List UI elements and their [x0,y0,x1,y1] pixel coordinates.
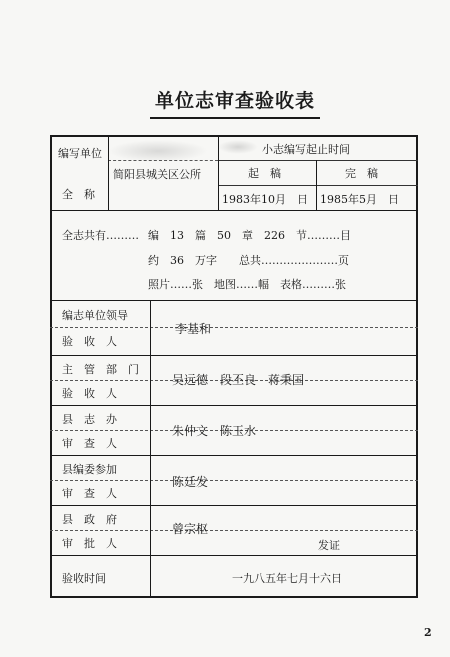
summary-line1: 编 13 篇 50 章 226 节………目 [148,229,351,242]
col-dates-divider [316,160,317,210]
start-label: 起 稿 [248,167,281,180]
row2-signers: 吴远德 段丕良 蒋秉国 [172,373,305,387]
rule-row3-bottom [50,455,418,456]
page-number: 2 [424,626,432,639]
row1-signer: 李基和 [175,322,212,336]
start-date: 1983年10月 日 [222,193,308,206]
row1-label1: 编志单位领导 [62,309,128,322]
acceptance-date: 一九八五年七月十六日 [232,572,342,585]
row2-label2: 验 收 人 [62,387,117,400]
col-label-divider [150,300,151,598]
row5-label1: 县 政 府 [62,513,117,526]
row5-midline [50,530,418,531]
col-unit-divider [108,135,109,210]
acceptance-label: 验收时间 [62,572,106,585]
row4-midline [50,480,418,481]
row3-label1: 县 志 办 [62,413,117,426]
unit-name: 简阳县城关区公所 [113,168,201,181]
row1-label2: 验 收 人 [62,335,117,348]
rule-header-bottom [50,210,418,211]
summary-line2: 约 36 万字 总共…………………页 [148,254,349,267]
rule-row5-bottom [50,555,418,556]
end-label: 完 稿 [345,167,378,180]
row1-midline [50,327,418,328]
row5-certify: 发证 [318,539,340,552]
rule-dates-under [218,185,418,186]
row2-label1: 主 管 部 门 [62,363,139,376]
stamp-smudge-small [218,140,258,154]
rule-unit-dash [108,160,218,161]
period-label: 小志编写起止时间 [262,143,350,156]
title-underline [150,117,320,119]
page-title: 单位志审查验收表 [154,90,315,112]
summary-line3: 照片……张 地图……幅 表格………张 [148,278,346,291]
rule-row1-bottom [50,355,418,356]
summary-label: 全志共有……… [62,229,139,242]
rule-period-under [218,160,418,161]
rule-row2-bottom [50,405,418,406]
row3-signers: 朱仲文 陈玉水 [172,424,257,438]
stamp-smudge [108,140,208,162]
row4-signer: 陈廷发 [172,475,209,489]
row5-signer: 曾宗枢 [172,522,209,536]
end-date: 1985年5月 日 [320,193,399,206]
row5-label2: 审 批 人 [62,537,117,550]
row4-label1: 县编委参加 [62,463,117,476]
row3-label2: 审 查 人 [62,437,117,450]
rule-summary-bottom [50,300,418,301]
rule-row4-bottom [50,505,418,506]
col-period-divider [218,135,219,210]
row4-label2: 审 查 人 [62,487,117,500]
compile-unit-label: 编写单位 [58,147,102,160]
fullname-label: 全 称 [62,188,95,201]
